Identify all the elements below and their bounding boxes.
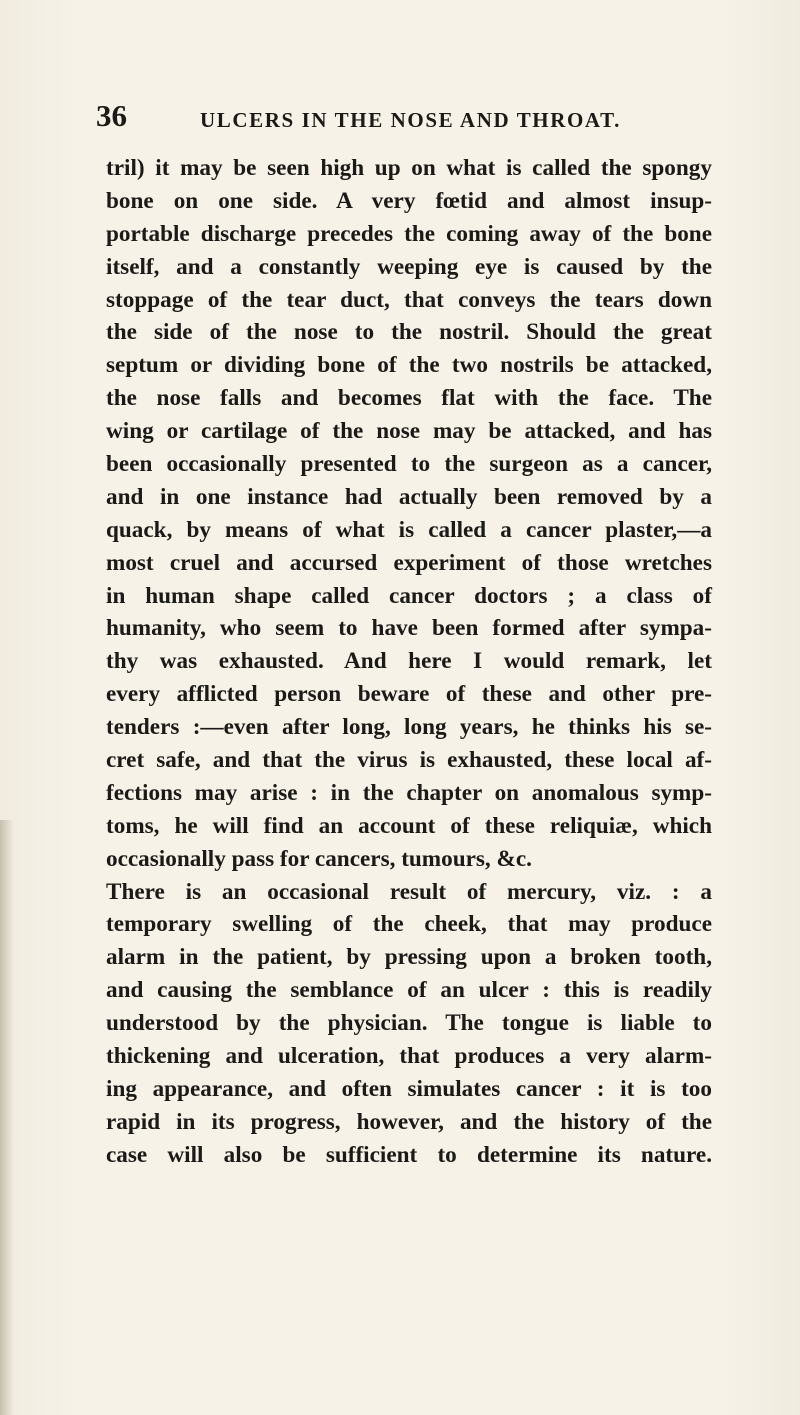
text-line: humanity, who seem to have been formed after sympa- (106, 615, 712, 642)
text-line: ing appearance, and often simulates cancer : it is too (106, 1075, 712, 1102)
text-line: understood by the physician. The tongue is liable to (106, 1010, 712, 1037)
text-line: in human shape called cancer doctors ; a class of (106, 582, 712, 609)
text-line: tenders :—even after long, long years, he thinks his se- (106, 714, 712, 741)
text-line: every afflicted person beware of these and other pre- (106, 681, 712, 708)
running-head: ULCERS IN THE NOSE AND THROAT. (200, 108, 622, 132)
text-line: and in one instance had actually been removed by a (106, 483, 712, 510)
text-line: been occasionally presented to the surgeon as a cancer, (106, 451, 712, 478)
page-number: 36 (96, 98, 127, 133)
text-line: fections may arise : in the chapter on anomalous symp- (106, 779, 712, 806)
text-line: temporary swelling of the cheek, that may produce (106, 911, 712, 938)
text-line: the nose falls and becomes flat with the face. The (106, 385, 712, 412)
body-text (106, 152, 712, 1172)
text-line: thickening and ulceration, that produces a very alarm- (106, 1043, 712, 1070)
text-line: wing or cartilage of the nose may be attacked, and has (106, 418, 712, 445)
text-line: toms, he will find an account of these reliquiæ, which (106, 812, 712, 839)
text-line: occasionally pass for cancers, tumours, &c. (106, 845, 532, 872)
text-line: quack, by means of what is called a cancer plaster,—a (106, 516, 712, 543)
text-line: case will also be sufficient to determine its nature. (106, 1141, 712, 1168)
text-line: and causing the semblance of an ulcer : this is readily (106, 977, 712, 1004)
text-line: stoppage of the tear duct, that conveys the tears down (106, 286, 712, 313)
text-line: bone on one side. A very fœtid and almost insup- (106, 187, 712, 214)
text-line: thy was exhausted. And here I would remark, let (106, 648, 712, 675)
text-line: the side of the nose to the nostril. Should the great (106, 319, 712, 346)
text-line: portable discharge precedes the coming away of the bone (106, 220, 712, 247)
page-header (96, 98, 736, 138)
text-line: alarm in the patient, by pressing upon a broken tooth, (106, 944, 712, 971)
text-line: There is an occasional result of mercury, viz. : a (106, 878, 712, 905)
text-line: tril) it may be seen high up on what is called the spongy (106, 155, 712, 181)
text-line: most cruel and accursed experiment of those wretches (106, 549, 712, 576)
page-gutter-shadow (0, 820, 14, 1415)
text-line: rapid in its progress, however, and the history of the (106, 1108, 712, 1135)
text-line: cret safe, and that the virus is exhausted, these local af- (106, 747, 712, 774)
text-line: septum or dividing bone of the two nostrils be attacked, (106, 352, 712, 379)
text-line: itself, and a constantly weeping eye is caused by the (106, 253, 712, 280)
